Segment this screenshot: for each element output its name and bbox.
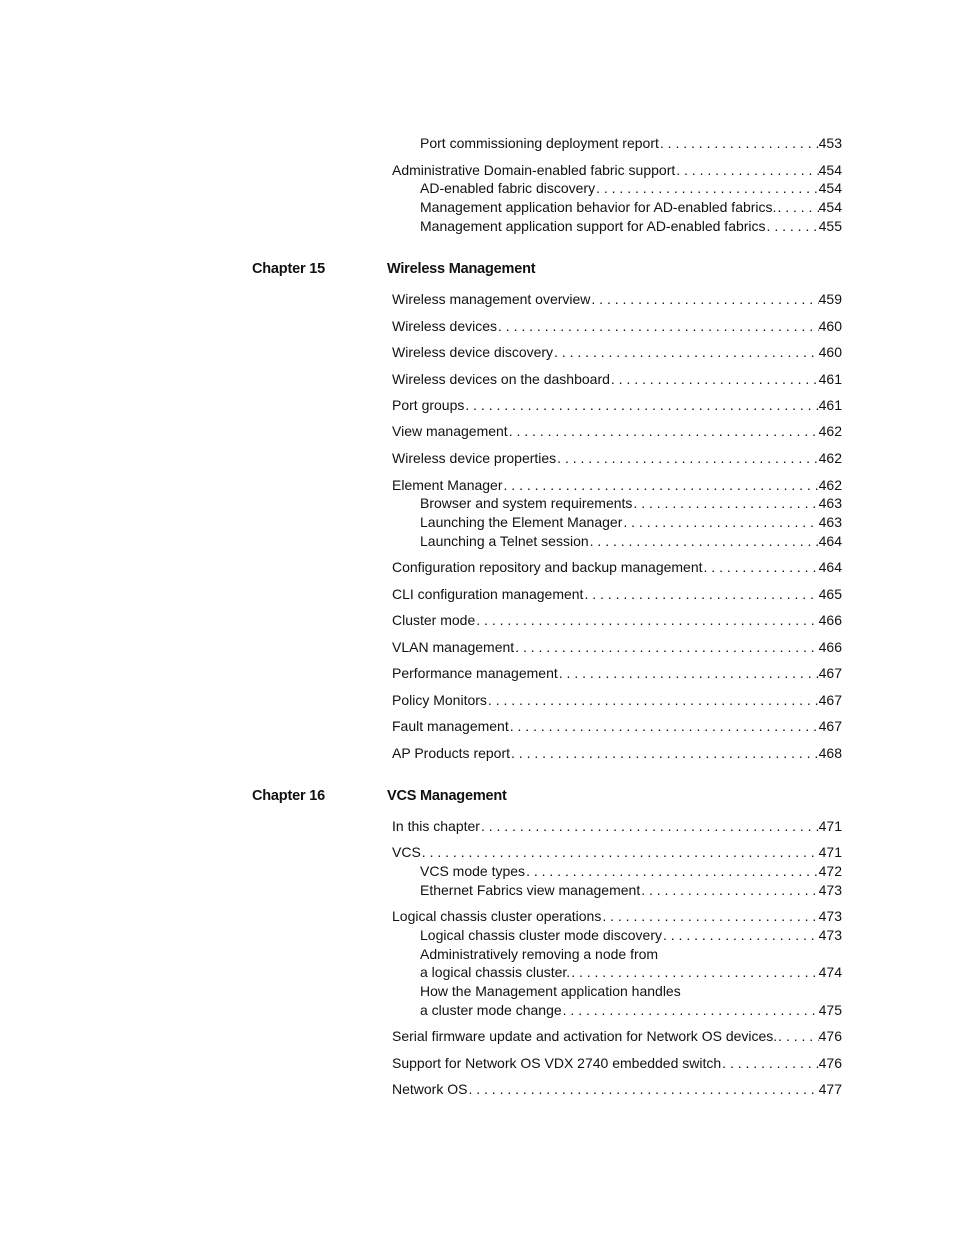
toc-entry-page: 466	[818, 639, 842, 655]
toc-entry[interactable]	[420, 881, 842, 900]
toc-entry-page: 462	[818, 450, 842, 466]
toc-entry-title: Configuration repository and backup management	[392, 559, 703, 575]
toc-entry-page: 473	[818, 927, 842, 943]
toc-entry-title: Browser and system requirements	[420, 495, 633, 511]
toc-entry[interactable]	[392, 1080, 842, 1099]
toc-entry-title: AP Products report	[392, 745, 511, 761]
toc-entry[interactable]	[392, 422, 842, 441]
toc-entry-title: In this chapter	[392, 818, 480, 834]
toc-entry-page: 454	[818, 162, 842, 178]
toc-entry[interactable]	[420, 513, 842, 532]
toc-entry[interactable]	[392, 476, 842, 495]
toc-entry-title: a logical chassis cluster.	[420, 964, 571, 980]
toc-entry-title: Support for Network OS VDX 2740 embedded switch	[392, 1055, 722, 1071]
toc-entry-page: 467	[818, 665, 842, 681]
toc-entry-page: 463	[818, 514, 842, 530]
toc-entry-page: 465	[818, 586, 842, 602]
toc-entry[interactable]	[420, 134, 842, 153]
toc-entry-page: 464	[818, 559, 842, 575]
toc-entry[interactable]	[420, 1001, 842, 1020]
toc-entry-title: CLI configuration management	[392, 586, 584, 602]
toc-entry[interactable]	[392, 611, 842, 630]
toc-entry[interactable]	[420, 532, 842, 551]
toc-entry-title: Wireless management overview	[392, 291, 591, 307]
toc-entry-page: 454	[818, 180, 842, 196]
toc-entry[interactable]	[392, 343, 842, 362]
toc-entry-title: Wireless devices	[392, 318, 498, 334]
toc-entry-title: Network OS	[392, 1081, 468, 1097]
toc-entry[interactable]	[420, 494, 842, 513]
toc-entry-title: Serial firmware update and activation for Network OS devices.	[392, 1028, 778, 1044]
toc-entry-title: Launching a Telnet session	[420, 533, 589, 549]
toc-entry[interactable]	[392, 664, 842, 683]
toc-entry-page: 464	[818, 533, 842, 549]
toc-entry-title-line[interactable]: Administratively removing a node from	[420, 946, 659, 962]
toc-entry-page: 476	[818, 1028, 842, 1044]
toc-entry[interactable]	[420, 217, 842, 236]
toc-entry-page: 471	[818, 818, 842, 834]
toc-entry-page: 468	[818, 745, 842, 761]
toc-entry-title: VCS mode types	[420, 863, 526, 879]
toc-entry[interactable]	[392, 907, 842, 926]
toc-entry-title: Port groups	[392, 397, 465, 413]
toc-entry-page: 473	[818, 908, 842, 924]
chapter-number: Chapter 15	[252, 261, 325, 277]
toc-entry-title: Management application support for AD-enabled fabrics	[420, 218, 766, 234]
toc-entry[interactable]	[392, 638, 842, 657]
toc-entry-page: 471	[818, 844, 842, 860]
toc-entry-title: View management	[392, 423, 508, 439]
toc-entry[interactable]	[392, 585, 842, 604]
toc-entry[interactable]	[392, 370, 842, 389]
toc-entry-page: 474	[818, 964, 842, 980]
toc-entry[interactable]	[392, 558, 842, 577]
toc-entry-page: 455	[818, 218, 842, 234]
toc-entry-title: Element Manager	[392, 477, 503, 493]
toc-entry-title: Wireless device properties	[392, 450, 557, 466]
toc-entry[interactable]	[420, 862, 842, 881]
toc-entry-page: 475	[818, 1002, 842, 1018]
toc-entry-title: a cluster mode change	[420, 1002, 562, 1018]
chapter-title: Wireless Management	[387, 261, 536, 277]
toc-entry-page: 477	[818, 1081, 842, 1097]
chapter-title: VCS Management	[387, 788, 507, 804]
toc-entry-page: 454	[818, 199, 842, 215]
toc-entry-title: VCS	[392, 844, 421, 860]
toc-entry-title: Logical chassis cluster mode discovery	[420, 927, 662, 943]
toc-entry[interactable]	[420, 198, 842, 217]
toc-entry-title: Wireless devices on the dashboard	[392, 371, 610, 387]
toc-entry-page: 463	[818, 495, 842, 511]
toc-entry-page: 462	[818, 477, 842, 493]
toc-entry-title: VLAN management	[392, 639, 515, 655]
toc-entry-title: Cluster mode	[392, 612, 476, 628]
toc-entry[interactable]	[420, 179, 842, 198]
toc-entry-title: Port commissioning deployment report	[420, 135, 659, 151]
toc-entry-page: 459	[818, 291, 842, 307]
toc-entry-title-line[interactable]: How the Management application handles	[420, 983, 681, 999]
toc-entry-title: Performance management	[392, 665, 558, 681]
toc-entry-title: Ethernet Fabrics view management	[420, 882, 641, 898]
chapter-number: Chapter 16	[252, 788, 325, 804]
toc-entry[interactable]	[392, 1027, 842, 1046]
toc-entry[interactable]	[392, 396, 842, 415]
toc-entry[interactable]	[392, 817, 842, 836]
toc-entry[interactable]	[392, 449, 842, 468]
toc-entry-title: Logical chassis cluster operations	[392, 908, 602, 924]
toc-entry-page: 453	[818, 135, 842, 151]
toc-entry-page: 460	[818, 318, 842, 334]
toc-entry-title: Policy Monitors	[392, 692, 487, 708]
toc-entry-page: 467	[818, 718, 842, 734]
toc-entry[interactable]	[392, 691, 842, 710]
toc-entry-title: AD-enabled fabric discovery	[420, 180, 596, 196]
toc-entry[interactable]	[392, 1054, 842, 1073]
toc-entry-title: Administrative Domain-enabled fabric support	[392, 162, 676, 178]
toc-entry-page: 460	[818, 344, 842, 360]
toc-entry[interactable]	[392, 317, 842, 336]
toc-entry-page: 476	[818, 1055, 842, 1071]
toc-entry[interactable]	[392, 744, 842, 763]
toc-entry-title: Fault management	[392, 718, 509, 734]
toc-entry[interactable]	[392, 843, 842, 862]
toc-entry[interactable]	[420, 926, 842, 945]
toc-entry-page: 461	[818, 397, 842, 413]
toc-entry-page: 462	[818, 423, 842, 439]
toc-entry[interactable]	[392, 290, 842, 309]
toc-entry-title: Wireless device discovery	[392, 344, 554, 360]
toc-entry-page: 472	[818, 863, 842, 879]
toc-entry[interactable]	[392, 717, 842, 736]
toc-entry[interactable]	[420, 963, 842, 982]
toc-entry-page: 461	[818, 371, 842, 387]
toc-entry-page: 473	[818, 882, 842, 898]
toc-entry-page: 467	[818, 692, 842, 708]
toc-entry-title: Launching the Element Manager	[420, 514, 623, 530]
toc-entry[interactable]	[392, 161, 842, 180]
toc-entry-page: 466	[818, 612, 842, 628]
toc-entry-title: Management application behavior for AD-enabled fabrics.	[420, 199, 777, 215]
